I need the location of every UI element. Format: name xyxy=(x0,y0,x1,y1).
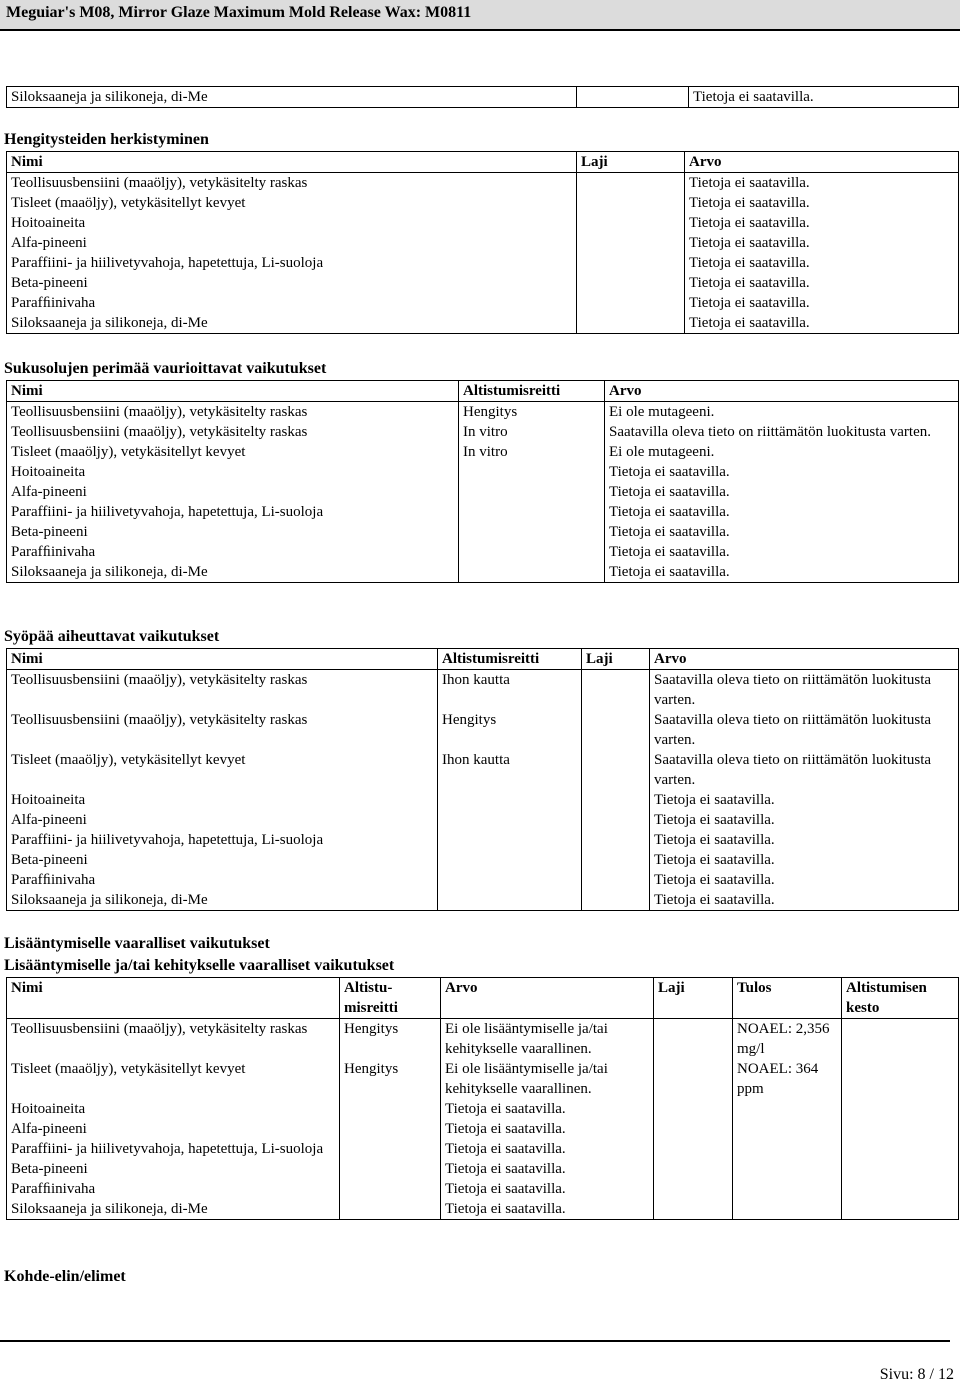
table-cell-route: Hengitys xyxy=(340,1019,441,1060)
table-cell-value: Tietoja ei saatavilla. xyxy=(605,542,959,562)
table-cell-type xyxy=(654,1119,733,1139)
table-row xyxy=(7,810,959,830)
table-row xyxy=(7,422,959,442)
table-cell-type xyxy=(654,1199,733,1220)
table-cell-duration xyxy=(842,1099,959,1119)
table-cell-name: Paraffiini- ja hiilivetyvahoja, hapetettuja, Li-suoloja xyxy=(7,1139,340,1159)
table-cell-route: Hengitys xyxy=(340,1059,441,1099)
section-title-reproductive-toxicity: Lisääntymiselle vaaralliset vaikutukset xyxy=(4,935,270,952)
table-cell-value: Ei ole lisääntymiselle ja/tai kehitykselle vaarallinen. xyxy=(441,1019,654,1060)
table-cell-type xyxy=(582,890,650,911)
table-cell-type xyxy=(582,670,650,711)
table-cell-value: Tietoja ei saatavilla. xyxy=(685,293,959,313)
table-cell-value: Tietoja ei saatavilla. xyxy=(650,850,959,870)
table-cell-type xyxy=(577,193,685,213)
table-cell-route xyxy=(438,830,582,850)
table-cell-type xyxy=(577,313,685,334)
table-row xyxy=(7,562,959,583)
section-title-respiratory-sensitization: Hengitysteiden herkistyminen xyxy=(4,131,209,148)
table-row xyxy=(7,233,959,253)
table-cell-value: Tietoja ei saatavilla. xyxy=(650,790,959,810)
section-title-germ-cell-mutagenicity: Sukusolujen perimää vaurioittavat vaikutukset xyxy=(4,360,327,377)
footer-rule xyxy=(0,1340,950,1342)
carcinogenicity-table xyxy=(6,648,959,911)
table-cell-name: Teollisuusbensiini (maaöljy), vetykäsitelty raskas xyxy=(7,670,438,711)
table-cell-name: Parafﬁinivaha xyxy=(7,542,459,562)
table-cell-value: Tietoja ei saatavilla. xyxy=(689,87,959,108)
table-cell-route xyxy=(459,562,605,583)
table-row xyxy=(7,253,959,273)
table-cell-route xyxy=(459,502,605,522)
table-cell-name: Paraffiini- ja hiilivetyvahoja, hapetettuja, Li-suoloja xyxy=(7,253,577,273)
table-cell-name: Paraffiini- ja hiilivetyvahoja, hapetettuja, Li-suoloja xyxy=(7,502,459,522)
table-cell-result xyxy=(733,1159,842,1179)
table-row xyxy=(7,522,959,542)
table-cell-duration xyxy=(842,1179,959,1199)
table-cell-name: Teollisuusbensiini (maaöljy), vetykäsitelty raskas xyxy=(7,402,459,423)
table-cell-route xyxy=(459,522,605,542)
table-cell-value: Tietoja ei saatavilla. xyxy=(650,810,959,830)
document-header xyxy=(0,0,960,29)
table-cell-type xyxy=(582,810,650,830)
table-cell-result xyxy=(733,1099,842,1119)
table-cell-type xyxy=(582,750,650,790)
table-cell-value: Tietoja ei saatavilla. xyxy=(685,273,959,293)
table-cell-route: Ihon kautta xyxy=(438,670,582,711)
header-name: Nimi xyxy=(7,978,340,1019)
table-cell-name: Siloksaaneja ja silikoneja, di-Me xyxy=(7,313,577,334)
table-cell-value: Ei ole mutageeni. xyxy=(605,442,959,462)
header-name: Nimi xyxy=(7,649,438,670)
table-cell-name: Hoitoaineita xyxy=(7,462,459,482)
table-cell-name: Alfa-pineeni xyxy=(7,482,459,502)
table-cell-name: Teollisuusbensiini (maaöljy), vetykäsitelty raskas xyxy=(7,173,577,194)
table-cell-name: Siloksaaneja ja silikoneja, di-Me xyxy=(7,562,459,583)
table-cell-value: Tietoja ei saatavilla. xyxy=(441,1199,654,1220)
section-title-target-organs: Kohde-elin/elimet xyxy=(4,1268,126,1285)
table-cell-name: Tisleet (maaöljy), vetykäsitellyt kevyet xyxy=(7,193,577,213)
table-cell-type xyxy=(654,1139,733,1159)
table-cell-route xyxy=(459,542,605,562)
table-cell-name: Teollisuusbensiini (maaöljy), vetykäsitelty raskas xyxy=(7,1019,340,1060)
header-route: Altistumisreitti xyxy=(459,381,605,402)
table-cell-value: Tietoja ei saatavilla. xyxy=(441,1139,654,1159)
table-cell-value: Tietoja ei saatavilla. xyxy=(685,173,959,194)
table-cell-type xyxy=(582,830,650,850)
table-row xyxy=(7,890,959,911)
table-header-row xyxy=(7,381,959,402)
table-cell-type xyxy=(582,850,650,870)
table-cell-name: Parafﬁinivaha xyxy=(7,870,438,890)
table-cell-value: Tietoja ei saatavilla. xyxy=(685,193,959,213)
header-duration: Altistumisen kesto xyxy=(842,978,959,1019)
table-cell-duration xyxy=(842,1019,959,1060)
table-header-row xyxy=(7,649,959,670)
table-cell-name: Teollisuusbensiini (maaöljy), vetykäsitelty raskas xyxy=(7,710,438,750)
table-cell-route xyxy=(340,1159,441,1179)
table-cell-value: Tietoja ei saatavilla. xyxy=(685,233,959,253)
table-row xyxy=(7,293,959,313)
table-cell-name: Tisleet (maaöljy), vetykäsitellyt kevyet xyxy=(7,442,459,462)
table-row xyxy=(7,193,959,213)
header-value: Arvo xyxy=(441,978,654,1019)
table-cell-type xyxy=(582,710,650,750)
table-row xyxy=(7,502,959,522)
table-cell-type xyxy=(577,253,685,273)
table-cell-result xyxy=(733,1119,842,1139)
table-cell-value: Tietoja ei saatavilla. xyxy=(605,562,959,583)
table-row xyxy=(7,1179,959,1199)
table-cell-value: Tietoja ei saatavilla. xyxy=(605,482,959,502)
table-cell-name: Beta-pineeni xyxy=(7,273,577,293)
table-cell-type xyxy=(577,173,685,194)
table-row xyxy=(7,1159,959,1179)
header-type: Laji xyxy=(582,649,650,670)
table-row xyxy=(7,1059,959,1099)
header-route: Altistumisreitti xyxy=(438,649,582,670)
table-cell-value: Saatavilla oleva tieto on riittämätön luokitusta varten. xyxy=(605,422,959,442)
table-cell-type xyxy=(654,1059,733,1099)
table-cell-name: Siloksaaneja ja silikoneja, di-Me xyxy=(7,1199,340,1220)
page-number: Sivu: 8 / 12 xyxy=(879,1366,954,1383)
table-cell-duration xyxy=(842,1199,959,1220)
table-cell-value: Tietoja ei saatavilla. xyxy=(685,213,959,233)
germ-cell-mutagenicity-table xyxy=(6,380,959,583)
section-subtitle-reproductive-developmental: Lisääntymiselle ja/tai kehitykselle vaaralliset vaikutukset xyxy=(4,957,395,974)
table-row xyxy=(7,1099,959,1119)
table-cell-type xyxy=(577,213,685,233)
section-title-carcinogenicity: Syöpää aiheuttavat vaikutukset xyxy=(4,628,220,645)
table-cell-route: In vitro xyxy=(459,442,605,462)
table-cell-route xyxy=(340,1199,441,1220)
table-cell-name: Tisleet (maaöljy), vetykäsitellyt kevyet xyxy=(7,1059,340,1099)
table-row xyxy=(7,710,959,750)
table-cell-duration xyxy=(842,1139,959,1159)
table-cell-route xyxy=(438,790,582,810)
table-cell-value: Tietoja ei saatavilla. xyxy=(650,830,959,850)
table-cell-route: Ihon kautta xyxy=(438,750,582,790)
table-row xyxy=(7,313,959,334)
table-cell-route xyxy=(438,870,582,890)
table-row xyxy=(7,1019,959,1060)
header-name: Nimi xyxy=(7,152,577,173)
header-value: Arvo xyxy=(685,152,959,173)
table-cell-value: Tietoja ei saatavilla. xyxy=(685,253,959,273)
continued-table xyxy=(6,86,959,108)
table-cell-name: Beta-pineeni xyxy=(7,850,438,870)
header-type: Laji xyxy=(654,978,733,1019)
header-name: Nimi xyxy=(7,381,459,402)
table-cell-route xyxy=(340,1179,441,1199)
table-cell-value: Tietoja ei saatavilla. xyxy=(605,522,959,542)
table-cell-name: Alfa-pineeni xyxy=(7,810,438,830)
table-cell-result xyxy=(733,1179,842,1199)
table-row xyxy=(7,462,959,482)
table-cell-name: Paraffiini- ja hiilivetyvahoja, hapetettuja, Li-suoloja xyxy=(7,830,438,850)
table-cell-value: Ei ole mutageeni. xyxy=(605,402,959,423)
table-cell-value: Tietoja ei saatavilla. xyxy=(441,1099,654,1119)
table-cell-type xyxy=(582,790,650,810)
table-cell-route xyxy=(340,1099,441,1119)
table-cell-value: Tietoja ei saatavilla. xyxy=(650,870,959,890)
table-cell-name: Teollisuusbensiini (maaöljy), vetykäsitelty raskas xyxy=(7,422,459,442)
table-row xyxy=(7,850,959,870)
header-value: Arvo xyxy=(605,381,959,402)
header-type: Laji xyxy=(577,152,685,173)
table-cell-route xyxy=(438,810,582,830)
table-row xyxy=(7,482,959,502)
table-row xyxy=(7,1199,959,1220)
table-row xyxy=(7,173,959,194)
table-row xyxy=(7,1139,959,1159)
header-result: Tulos xyxy=(733,978,842,1019)
table-cell-type xyxy=(577,293,685,313)
table-row xyxy=(7,830,959,850)
table-cell-name: Parafﬁinivaha xyxy=(7,1179,340,1199)
table-cell-route xyxy=(438,890,582,911)
table-cell-value: Saatavilla oleva tieto on riittämätön luokitusta varten. xyxy=(650,670,959,711)
table-cell-route xyxy=(459,462,605,482)
table-cell-value: Ei ole lisääntymiselle ja/tai kehitykselle vaarallinen. xyxy=(441,1059,654,1099)
table-cell-name: Tisleet (maaöljy), vetykäsitellyt kevyet xyxy=(7,750,438,790)
table-row xyxy=(7,273,959,293)
table-cell-value: Tietoja ei saatavilla. xyxy=(441,1179,654,1199)
table-row xyxy=(7,750,959,790)
table-row xyxy=(7,790,959,810)
table-cell-value: Saatavilla oleva tieto on riittämätön luokitusta varten. xyxy=(650,750,959,790)
table-cell-name: Alfa-pineeni xyxy=(7,1119,340,1139)
table-cell-name: Hoitoaineita xyxy=(7,1099,340,1119)
header-value: Arvo xyxy=(650,649,959,670)
table-cell-route: Hengitys xyxy=(438,710,582,750)
table-cell-type xyxy=(577,87,689,108)
table-cell-name: Hoitoaineita xyxy=(7,213,577,233)
table-cell-name: Parafﬁinivaha xyxy=(7,293,577,313)
table-cell-value: Tietoja ei saatavilla. xyxy=(605,502,959,522)
table-row xyxy=(7,670,959,711)
table-cell-name: Siloksaaneja ja silikoneja, di-Me xyxy=(7,87,577,108)
table-cell-name: Alfa-pineeni xyxy=(7,233,577,253)
table-cell-duration xyxy=(842,1159,959,1179)
table-cell-duration xyxy=(842,1059,959,1099)
table-cell-value: Tietoja ei saatavilla. xyxy=(441,1119,654,1139)
table-cell-result xyxy=(733,1199,842,1220)
table-cell-name: Beta-pineeni xyxy=(7,522,459,542)
table-row xyxy=(7,442,959,462)
respiratory-sensitization-table xyxy=(6,151,959,334)
header-rule xyxy=(0,29,960,31)
table-row xyxy=(7,213,959,233)
table-cell-type xyxy=(654,1159,733,1179)
table-cell-type xyxy=(654,1019,733,1060)
table-cell-type xyxy=(582,870,650,890)
table-cell-value: Tietoja ei saatavilla. xyxy=(650,890,959,911)
table-cell-route xyxy=(438,850,582,870)
reproductive-toxicity-table xyxy=(6,977,959,1220)
table-row xyxy=(7,542,959,562)
table-cell-type xyxy=(654,1179,733,1199)
table-cell-type xyxy=(577,233,685,253)
table-cell-route: Hengitys xyxy=(459,402,605,423)
header-route: Altistu-misreitti xyxy=(340,978,441,1019)
table-cell-result: NOAEL: 364 ppm xyxy=(733,1059,842,1099)
table-cell-value: Saatavilla oleva tieto on riittämätön luokitusta varten. xyxy=(650,710,959,750)
table-header-row xyxy=(7,978,959,1019)
table-cell-value: Tietoja ei saatavilla. xyxy=(605,462,959,482)
table-cell-value: Tietoja ei saatavilla. xyxy=(685,313,959,334)
table-cell-route xyxy=(340,1139,441,1159)
document-title: Meguiar's M08, Mirror Glaze Maximum Mold Release Wax: M0811 xyxy=(6,4,472,21)
table-cell-type xyxy=(654,1099,733,1119)
table-cell-route xyxy=(340,1119,441,1139)
table-cell-route: In vitro xyxy=(459,422,605,442)
table-cell-value: Tietoja ei saatavilla. xyxy=(441,1159,654,1179)
table-cell-type xyxy=(577,273,685,293)
table-row xyxy=(7,870,959,890)
table-cell-result xyxy=(733,1139,842,1159)
table-cell-name: Beta-pineeni xyxy=(7,1159,340,1179)
table-header-row xyxy=(7,152,959,173)
table-cell-name: Siloksaaneja ja silikoneja, di-Me xyxy=(7,890,438,911)
table-cell-route xyxy=(459,482,605,502)
table-cell-duration xyxy=(842,1119,959,1139)
table-row xyxy=(7,402,959,423)
table-cell-name: Hoitoaineita xyxy=(7,790,438,810)
table-cell-result: NOAEL: 2,356 mg/l xyxy=(733,1019,842,1060)
table-row xyxy=(7,1119,959,1139)
